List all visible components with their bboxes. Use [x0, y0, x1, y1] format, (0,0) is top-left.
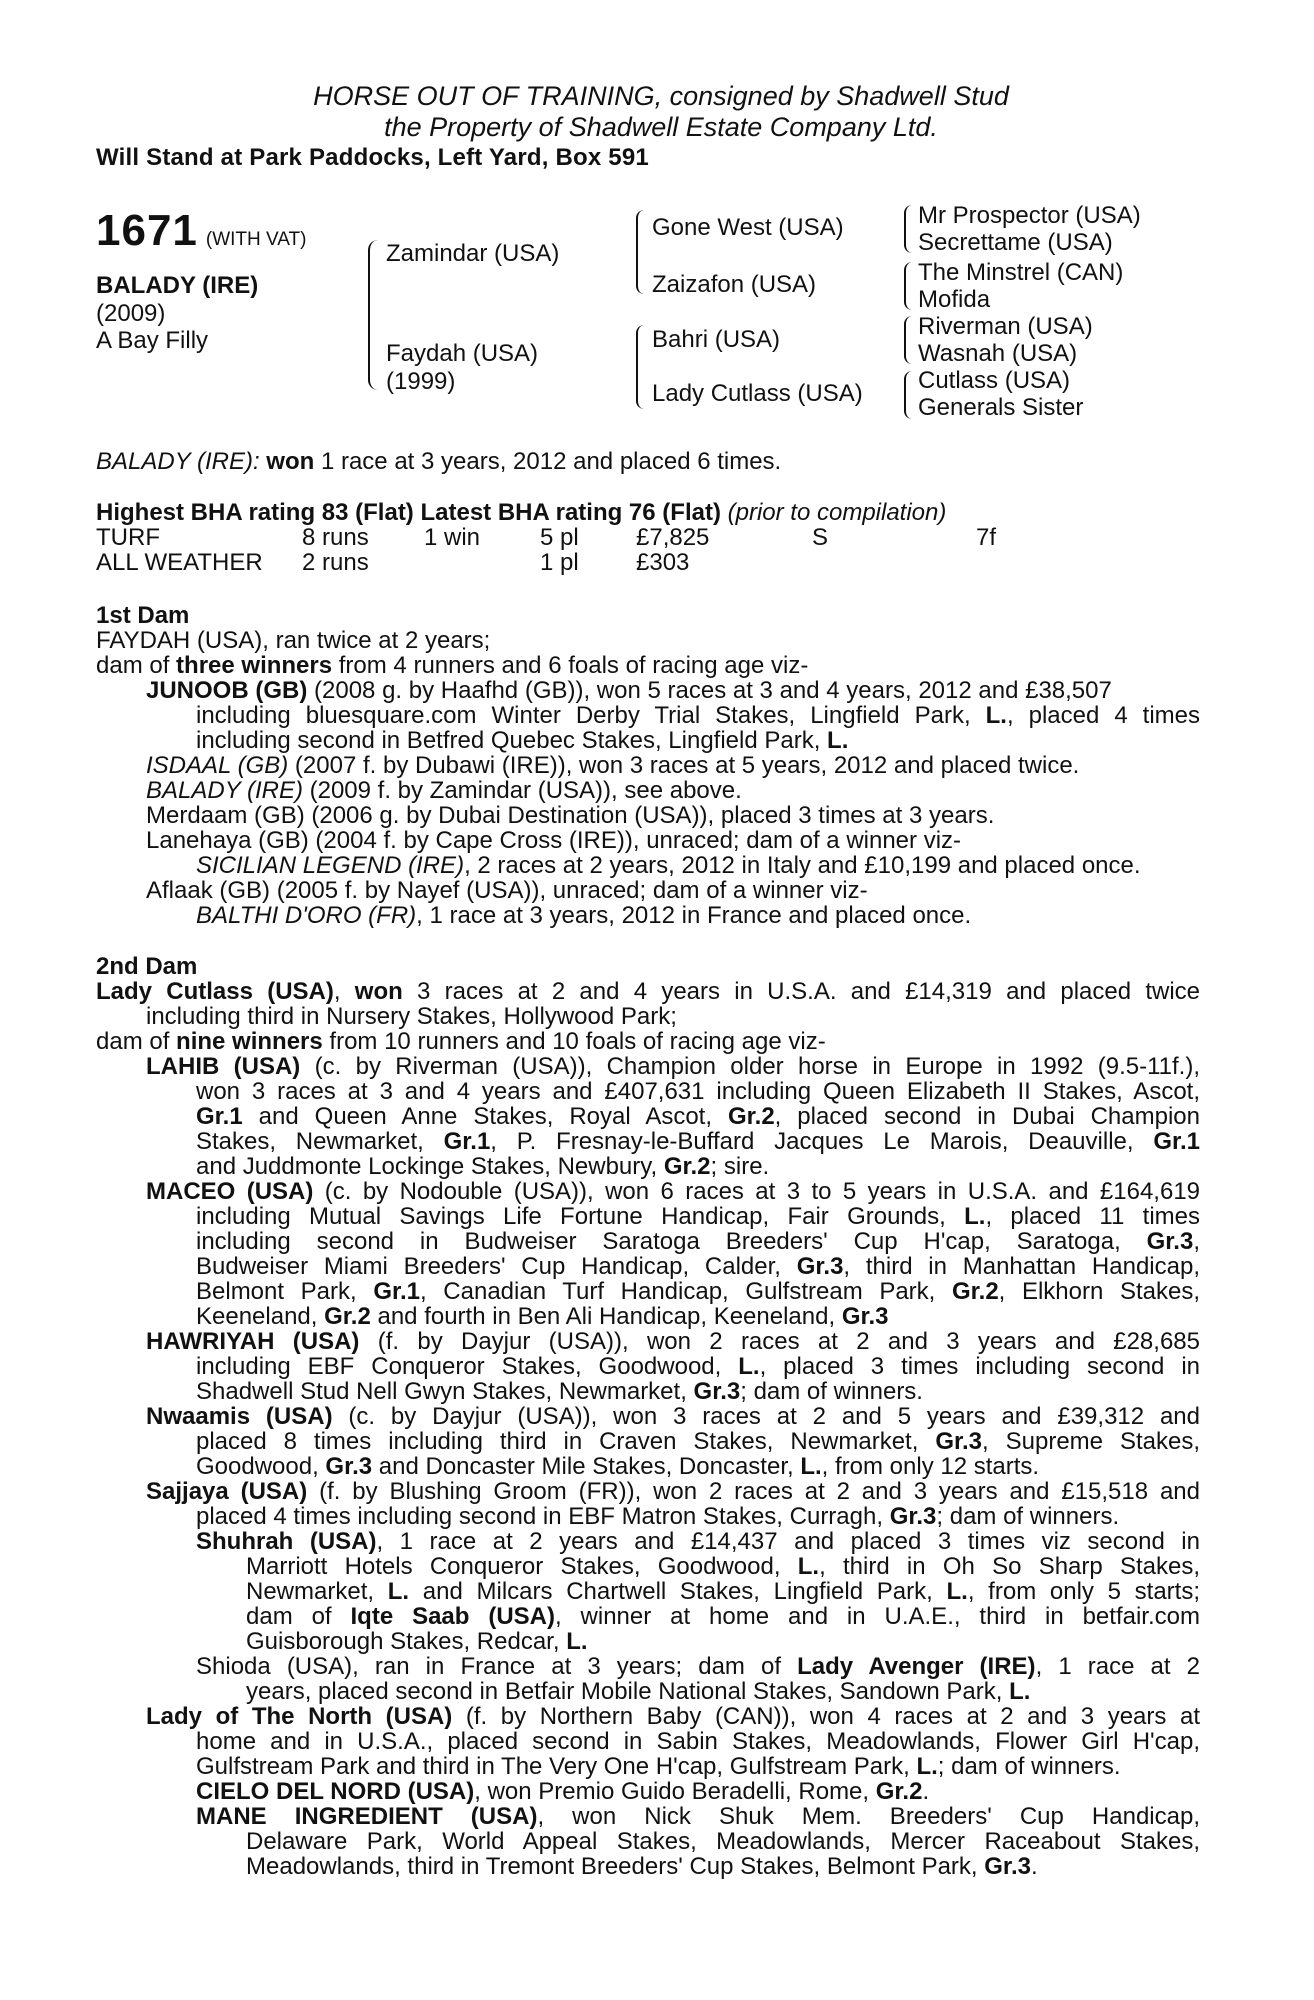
pedigree-sire: Zamindar (USA)	[386, 240, 560, 267]
second-dam-intro-line2: including third in Nursery Stakes, Hollywood Park;	[146, 1003, 677, 1030]
produce-junoob-line3: including second in Betfred Quebec Stakes, Lingfield Park, L.	[196, 727, 849, 754]
pedigree-ddd: Generals Sister	[918, 394, 1084, 421]
ratings-wins: 1 win	[424, 524, 481, 551]
produce-maceo-line3: including second in Budweiser Saratoga Breeders' Cup H'cap, Saratoga, Gr.3,	[196, 1228, 1200, 1255]
ratings-earnings: £7,825	[636, 524, 710, 551]
produce-lahib-line4: Stakes, Newmarket, Gr.1, P. Fresnay-le-Buffard Jacques Le Marois, Deauville, Gr.1	[196, 1128, 1201, 1155]
produce-lady-of-the-north: Lady of The North (USA) (f. by Northern Baby (CAN)), won 4 races at 2 and 3 years at	[146, 1703, 1200, 1730]
produce-junoob: JUNOOB (GB) (2008 g. by Haafhd (GB)), won 5 races at 3 and 4 years, 2012 and £38,507	[146, 677, 1112, 704]
produce-sajjaya-line2: placed 4 times including second in EBF Matron Stakes, Curragh, Gr.3; dam of winners.	[196, 1503, 1120, 1530]
ratings-placed: 5 pl	[540, 524, 579, 551]
produce-hawriyah-line2: including EBF Conqueror Stakes, Goodwood, L., placed 3 times including second in	[196, 1353, 1200, 1380]
produce-shuhrah-line5: Guisborough Stakes, Redcar, L.	[246, 1628, 588, 1655]
second-dam-intro: Lady Cutlass (USA), won 3 races at 2 and 4 years in U.S.A. and £14,319 and placed twice	[96, 978, 1201, 1005]
brace-gen1	[368, 240, 380, 390]
lot-number: 1671	[96, 206, 198, 255]
brace-ds	[904, 316, 912, 364]
ratings-distance: 7f	[976, 524, 997, 551]
produce-maceo: MACEO (USA) (c. by Nodouble (USA)), won 6 races at 3 to 5 years in U.S.A. and £164,619	[146, 1178, 1201, 1205]
produce-hawriyah-line3: Shadwell Stud Nell Gwyn Stakes, Newmarket, Gr.3; dam of winners.	[196, 1378, 923, 1405]
produce-sicilian-legend: SICILIAN LEGEND (IRE), 2 races at 2 years, 2012 in Italy and £10,199 and placed once.	[196, 852, 1141, 879]
produce-cielo-del-nord: CIELO DEL NORD (USA), won Premio Guido Beradelli, Rome, Gr.2.	[196, 1778, 930, 1805]
lot-number-block	[96, 206, 307, 256]
produce-balady: BALADY (IRE) (2009 f. by Zamindar (USA)), see above.	[146, 777, 742, 804]
produce-sajjaya: Sajjaya (USA) (f. by Blushing Groom (FR)), won 2 races at 2 and 3 years and £15,518 and	[146, 1478, 1200, 1505]
produce-maceo-line6: Keeneland, Gr.2 and fourth in Ben Ali Handicap, Keeneland, Gr.3	[196, 1303, 889, 1330]
first-dam-produce-summary: dam of three winners from 4 runners and 6 foals of racing age viz-	[96, 652, 809, 679]
produce-shuhrah: Shuhrah (USA), 1 race at 2 years and £14,437 and placed 3 times viz second in	[196, 1528, 1200, 1555]
second-dam-heading: 2nd Dam	[96, 953, 198, 980]
pedigree-dd: Lady Cutlass (USA)	[652, 380, 863, 407]
produce-junoob-line2: including bluesquare.com Winter Derby Trial Stakes, Lingfield Park, L., placed 4 times	[196, 702, 1200, 729]
horse-description: A Bay Filly	[96, 327, 209, 354]
produce-lady-of-the-north-line3: Gulfstream Park and third in The Very One H'cap, Gulfstream Park, L.; dam of winners.	[196, 1753, 1121, 1780]
pedigree-sd: Zaizafon (USA)	[652, 271, 817, 298]
produce-maceo-line2: including Mutual Savings Life Fortune Handicap, Fair Grounds, L., placed 11 times	[196, 1203, 1200, 1230]
first-dam-intro: FAYDAH (USA), ran twice at 2 years;	[96, 627, 491, 654]
pedigree-dsd: Wasnah (USA)	[918, 340, 1078, 367]
brace-dd	[904, 371, 912, 419]
pedigree-dam-year: (1999)	[386, 368, 456, 395]
horse-year: (2009)	[96, 300, 166, 327]
produce-mane-ingredient: MANE INGREDIENT (USA), won Nick Shuk Mem. Breeders' Cup Handicap,	[196, 1803, 1200, 1830]
ratings-runs: 8 runs	[302, 524, 369, 551]
pedigree-sds: The Minstrel (CAN)	[918, 259, 1124, 286]
consignor-line: HORSE OUT OF TRAINING, consigned by Shadwell Stud	[313, 81, 1009, 111]
produce-lady-of-the-north-line2: home and in U.S.A., placed second in Sabin Stakes, Meadowlands, Flower Girl H'cap,	[196, 1728, 1200, 1755]
produce-lahib-line3: Gr.1 and Queen Anne Stakes, Royal Ascot, Gr.2, placed second in Dubai Champion	[196, 1103, 1200, 1130]
produce-lanehaya: Lanehaya (GB) (2004 f. by Cape Cross (IRE)), unraced; dam of a winner viz-	[146, 827, 962, 854]
pedigree-dds: Cutlass (USA)	[918, 367, 1071, 394]
produce-maceo-line4: Budweiser Miami Breeders' Cup Handicap, Calder, Gr.3, third in Manhattan Handicap,	[196, 1253, 1200, 1280]
second-dam-produce-summary: dam of nine winners from 10 runners and 10 foals of racing age viz-	[96, 1028, 826, 1055]
brace-sd	[904, 262, 912, 310]
produce-mane-ingredient-line3: Meadowlands, third in Tremont Breeders' Cup Stakes, Belmont Park, Gr.3.	[246, 1853, 1038, 1880]
pedigree-dss: Riverman (USA)	[918, 313, 1093, 340]
ratings-earnings: £303	[636, 549, 690, 576]
produce-hawriyah: HAWRIYAH (USA) (f. by Dayjur (USA)), won 2 races at 2 and 3 years and £28,685	[146, 1328, 1200, 1355]
produce-lahib: LAHIB (USA) (c. by Riverman (USA)), Champion older horse in Europe in 1992 (9.5-11f.),	[146, 1053, 1201, 1080]
produce-maceo-line5: Belmont Park, Gr.1, Canadian Turf Handicap, Gulfstream Park, Gr.2, Elkhorn Stakes,	[196, 1278, 1200, 1305]
pedigree-sdd: Mofida	[918, 286, 991, 313]
race-summary: BALADY (IRE): won 1 race at 3 years, 2012 and placed 6 times.	[96, 448, 782, 475]
ratings-surface: ALL WEATHER	[96, 549, 263, 576]
pedigree-ssd: Secrettame (USA)	[918, 229, 1113, 256]
produce-lahib-line2: won 3 races at 3 and 4 years and £407,631 including Queen Elizabeth II Stakes, Ascot,	[196, 1078, 1200, 1105]
produce-mane-ingredient-line2: Delaware Park, World Appeal Stakes, Meadowlands, Mercer Raceabout Stakes,	[246, 1828, 1200, 1855]
produce-shioda-line2: years, placed second in Betfair Mobile National Stakes, Sandown Park, L.	[246, 1678, 1031, 1705]
ratings-runs: 2 runs	[302, 549, 369, 576]
horse-name: BALADY (IRE)	[96, 272, 259, 299]
produce-isdaal: ISDAAL (GB) (2007 f. by Dubawi (IRE)), won 3 races at 5 years, 2012 and placed twice.	[146, 752, 1080, 779]
produce-shuhrah-line2: Marriott Hotels Conqueror Stakes, Goodwood, L., third in Oh So Sharp Stakes,	[246, 1553, 1201, 1580]
ratings-heading: Highest BHA rating 83 (Flat) Latest BHA rating 76 (Flat) (prior to compilation)	[96, 499, 947, 526]
produce-nwaamis-line2: placed 8 times including third in Craven Stakes, Newmarket, Gr.3, Supreme Stakes,	[196, 1428, 1200, 1455]
produce-shuhrah-line4: dam of Iqte Saab (USA), winner at home and in U.A.E., third in betfair.com	[246, 1603, 1200, 1630]
ratings-placed: 1 pl	[540, 549, 579, 576]
ratings-surface: TURF	[96, 524, 160, 551]
produce-aflaak: Aflaak (GB) (2005 f. by Nayef (USA)), unraced; dam of a winner viz-	[146, 877, 868, 904]
produce-merdaam: Merdaam (GB) (2006 g. by Dubai Destination (USA)), placed 3 times at 3 years.	[146, 802, 995, 829]
pedigree-dam: Faydah (USA)	[386, 340, 539, 367]
produce-balthi-doro: BALTHI D'ORO (FR), 1 race at 3 years, 2012 in France and placed once.	[196, 902, 972, 929]
owner-line: the Property of Shadwell Estate Company Ltd.	[384, 112, 938, 142]
produce-nwaamis: Nwaamis (USA) (c. by Dayjur (USA)), won 3 races at 2 and 5 years and £39,312 and	[146, 1403, 1201, 1430]
produce-shioda: Shioda (USA), ran in France at 3 years; dam of Lady Avenger (IRE), 1 race at 2	[196, 1653, 1200, 1680]
produce-shuhrah-line3: Newmarket, L. and Milcars Chartwell Stakes, Lingfield Park, L., from only 5 starts;	[246, 1578, 1200, 1605]
brace-sire	[636, 210, 646, 294]
produce-lahib-line5: and Juddmonte Lockinge Stakes, Newbury, Gr.2; sire.	[196, 1153, 770, 1180]
stable-location: Will Stand at Park Paddocks, Left Yard, Box 591	[96, 144, 649, 171]
ratings-going: S	[812, 524, 829, 551]
pedigree-sss: Mr Prospector (USA)	[918, 202, 1141, 229]
brace-dam	[636, 325, 646, 409]
pedigree-ds: Bahri (USA)	[652, 326, 781, 353]
first-dam-heading: 1st Dam	[96, 602, 190, 629]
pedigree-ss: Gone West (USA)	[652, 214, 844, 241]
vat-note: (WITH VAT)	[205, 229, 307, 250]
brace-ss	[904, 205, 912, 253]
produce-nwaamis-line3: Goodwood, Gr.3 and Doncaster Mile Stakes, Doncaster, L., from only 12 starts.	[196, 1453, 1040, 1480]
